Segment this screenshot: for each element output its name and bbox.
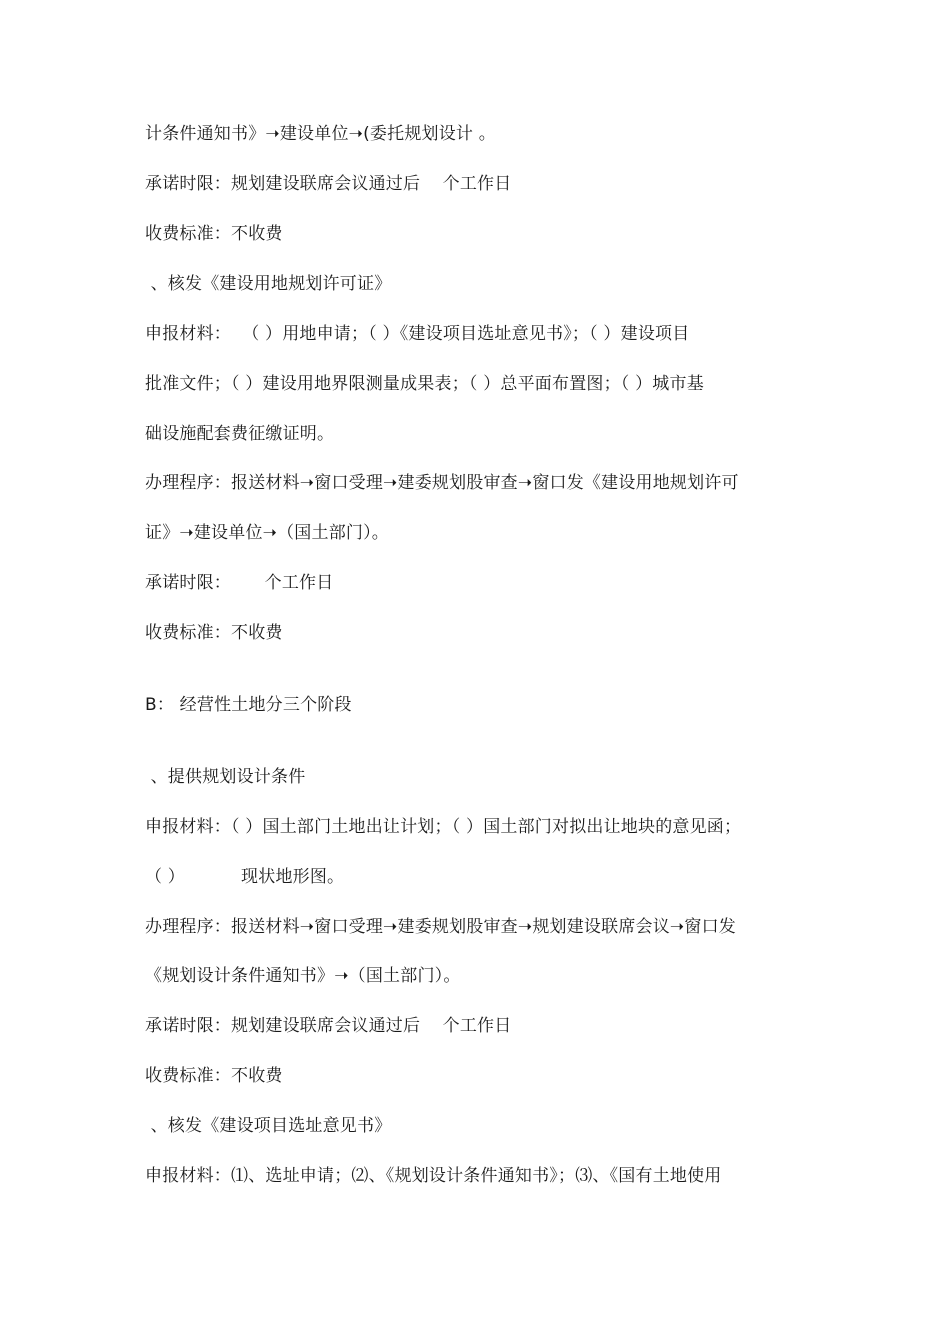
section-heading: 、核发《建设用地规划许可证》 [145, 274, 392, 294]
text-line: 础设施配套费征缴证明。 [145, 424, 335, 444]
text-line: （ ） 现状地形图。 [145, 867, 345, 887]
text-line: 收费标准：不收费 [145, 224, 283, 244]
text-line: 收费标准：不收费 [145, 1066, 283, 1086]
text-line: 承诺时限： 个工作日 [145, 573, 334, 593]
text-line: 申报材料：⑴、选址申请；⑵、《规划设计条件通知书》；⑶、《国有土地使用 [145, 1166, 722, 1186]
text-line: 承诺时限：规划建设联席会议通过后 个工作日 [145, 1016, 512, 1036]
text-line: 证》➝建设单位➝（国土部门）。 [145, 523, 389, 543]
text-line: 办理程序：报送材料➝窗口受理➝建委规划股审查➝规划建设联席会议➝窗口发 [145, 917, 736, 937]
text-line: 办理程序：报送材料➝窗口受理➝建委规划股审查➝窗口发《建设用地规划许可 [145, 473, 739, 493]
text-line: 承诺时限：规划建设联席会议通过后 个工作日 [145, 174, 512, 194]
text-line: 申报材料：（ ）国土部门土地出让计划；（ ）国土部门对拟出让地块的意见函； [145, 817, 742, 837]
section-heading: 、提供规划设计条件 [145, 767, 306, 787]
text-line: 申报材料： （ ）用地申请；（ ）《建设项目选址意见书》；（ ）建设项目 [145, 324, 690, 344]
text-line: 计条件通知书》➝建设单位➝(委托规划设计 。 [145, 124, 496, 144]
text-line: 收费标准：不收费 [145, 623, 283, 643]
section-heading: 、核发《建设项目选址意见书》 [145, 1116, 392, 1136]
text-line: 批准文件；（ ）建设用地界限测量成果表；（ ）总平面布置图；（ ）城市基 [145, 374, 704, 394]
text-line: 《规划设计条件通知书》➝（国土部门）。 [145, 966, 461, 986]
section-heading: B： 经营性土地分三个阶段 [145, 695, 352, 715]
